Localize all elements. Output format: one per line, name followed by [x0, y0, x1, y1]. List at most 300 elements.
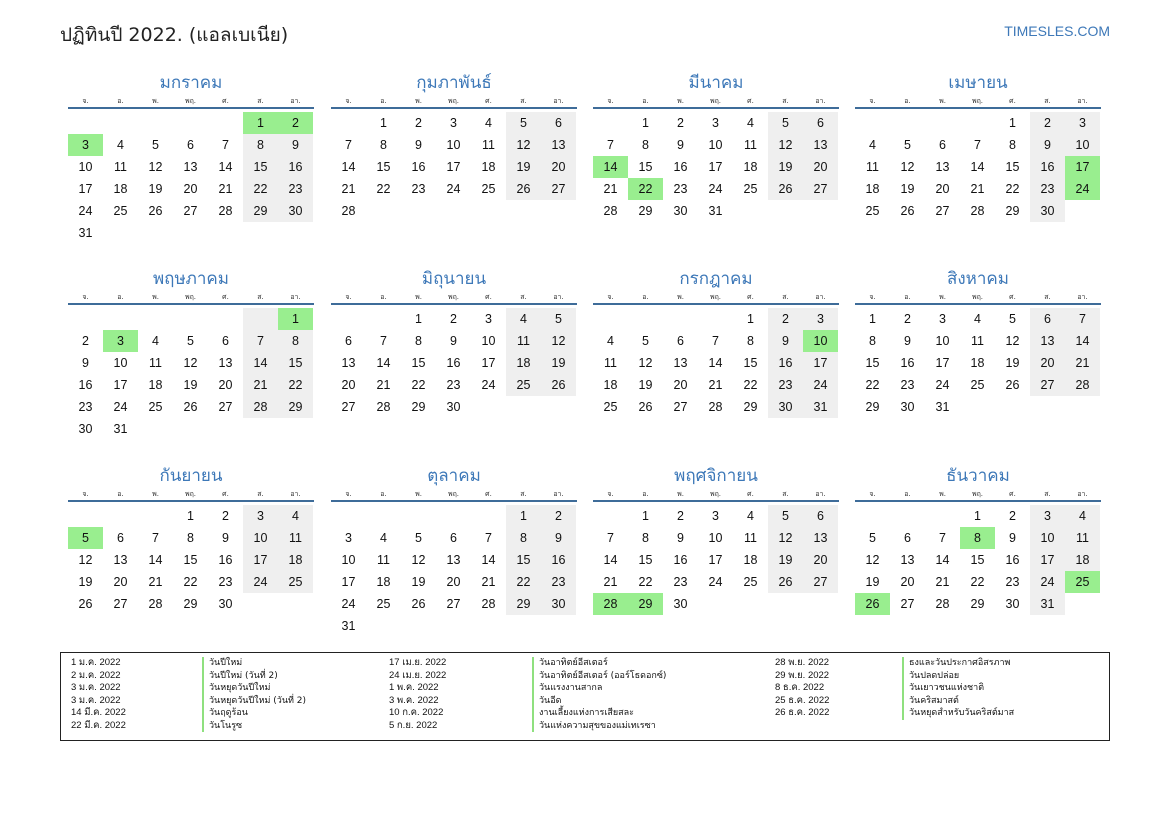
day-cell[interactable]: 25	[743, 575, 758, 589]
day-cell[interactable]: 21	[481, 575, 496, 589]
day-cell[interactable]: 27	[673, 400, 688, 414]
day-cell[interactable]: 25	[603, 400, 618, 414]
day-cell[interactable]: 24	[78, 204, 93, 218]
day-cell[interactable]: 7	[939, 531, 946, 545]
day-cell[interactable]: 25	[376, 597, 391, 611]
day-cell[interactable]: 6	[803, 505, 838, 527]
day-cell[interactable]: 14	[243, 352, 278, 374]
day-cell[interactable]: 22	[743, 378, 758, 392]
day-cell[interactable]: 7	[485, 531, 492, 545]
day-cell[interactable]: 14	[481, 553, 496, 567]
day-cell[interactable]: 19	[148, 182, 163, 196]
day-cell[interactable]: 6	[904, 531, 911, 545]
day-cell[interactable]: 15	[506, 549, 541, 571]
day-cell[interactable]: 4	[152, 334, 159, 348]
holiday-day-cell[interactable]: 17	[1065, 156, 1100, 178]
day-cell[interactable]: 8	[278, 330, 313, 352]
day-cell[interactable]: 13	[803, 527, 838, 549]
day-cell[interactable]: 17	[1030, 549, 1065, 571]
day-cell[interactable]: 22	[243, 178, 278, 200]
day-cell[interactable]: 15	[243, 156, 278, 178]
day-cell[interactable]: 10	[1030, 527, 1065, 549]
day-cell[interactable]: 14	[148, 553, 163, 567]
day-cell[interactable]: 23	[1030, 178, 1065, 200]
day-cell[interactable]: 22	[865, 378, 880, 392]
day-cell[interactable]: 2	[1030, 112, 1065, 134]
day-cell[interactable]: 24	[1030, 571, 1065, 593]
day-cell[interactable]: 14	[376, 356, 391, 370]
holiday-day-cell[interactable]: 24	[1065, 178, 1100, 200]
day-cell[interactable]: 11	[744, 138, 757, 152]
day-cell[interactable]: 18	[148, 378, 163, 392]
day-cell[interactable]: 15	[638, 553, 653, 567]
day-cell[interactable]: 9	[677, 531, 684, 545]
holiday-day-cell[interactable]: 29	[628, 593, 663, 615]
holiday-day-cell[interactable]: 26	[855, 593, 890, 615]
day-cell[interactable]: 25	[865, 204, 880, 218]
day-cell[interactable]: 22	[506, 571, 541, 593]
day-cell[interactable]: 7	[243, 330, 278, 352]
day-cell[interactable]: 27	[183, 204, 198, 218]
day-cell[interactable]: 15	[743, 356, 758, 370]
day-cell[interactable]: 3	[485, 312, 492, 326]
day-cell[interactable]: 16	[446, 356, 461, 370]
day-cell[interactable]: 4	[869, 138, 876, 152]
day-cell[interactable]: 31	[78, 226, 93, 240]
day-cell[interactable]: 23	[411, 182, 426, 196]
day-cell[interactable]: 3	[939, 312, 946, 326]
day-cell[interactable]: 17	[708, 160, 723, 174]
day-cell[interactable]: 30	[768, 396, 803, 418]
day-cell[interactable]: 25	[148, 400, 163, 414]
day-cell[interactable]: 14	[603, 553, 618, 567]
day-cell[interactable]: 12	[638, 356, 653, 370]
day-cell[interactable]: 18	[278, 549, 313, 571]
day-cell[interactable]: 6	[117, 531, 124, 545]
day-cell[interactable]: 16	[278, 156, 313, 178]
day-cell[interactable]: 16	[78, 378, 93, 392]
day-cell[interactable]: 3	[243, 505, 278, 527]
day-cell[interactable]: 30	[78, 422, 93, 436]
day-cell[interactable]: 27	[446, 597, 461, 611]
day-cell[interactable]: 3	[1065, 112, 1100, 134]
holiday-day-cell[interactable]: 22	[628, 178, 663, 200]
day-cell[interactable]: 26	[506, 178, 541, 200]
day-cell[interactable]: 11	[482, 138, 495, 152]
day-cell[interactable]: 29	[243, 200, 278, 222]
day-cell[interactable]: 27	[900, 597, 915, 611]
day-cell[interactable]: 31	[113, 422, 128, 436]
day-cell[interactable]: 5	[152, 138, 159, 152]
day-cell[interactable]: 18	[376, 575, 391, 589]
day-cell[interactable]: 18	[743, 553, 758, 567]
day-cell[interactable]: 28	[243, 396, 278, 418]
day-cell[interactable]: 31	[935, 400, 950, 414]
day-cell[interactable]: 8	[1009, 138, 1016, 152]
day-cell[interactable]: 18	[113, 182, 128, 196]
day-cell[interactable]: 26	[183, 400, 198, 414]
day-cell[interactable]: 15	[278, 352, 313, 374]
day-cell[interactable]: 9	[1030, 134, 1065, 156]
day-cell[interactable]: 10	[708, 138, 723, 152]
day-cell[interactable]: 21	[970, 182, 985, 196]
day-cell[interactable]: 13	[935, 160, 950, 174]
day-cell[interactable]: 15	[865, 356, 880, 370]
day-cell[interactable]: 30	[541, 593, 576, 615]
day-cell[interactable]: 11	[377, 553, 390, 567]
day-cell[interactable]: 11	[971, 334, 984, 348]
day-cell[interactable]: 6	[450, 531, 457, 545]
day-cell[interactable]: 17	[708, 553, 723, 567]
day-cell[interactable]: 7	[1065, 308, 1100, 330]
day-cell[interactable]: 3	[345, 531, 352, 545]
day-cell[interactable]: 4	[380, 531, 387, 545]
day-cell[interactable]: 20	[113, 575, 128, 589]
day-cell[interactable]: 3	[712, 116, 719, 130]
day-cell[interactable]: 30	[1005, 597, 1020, 611]
day-cell[interactable]: 31	[341, 619, 356, 633]
day-cell[interactable]: 29	[638, 204, 653, 218]
day-cell[interactable]: 1	[642, 116, 649, 130]
day-cell[interactable]: 20	[183, 182, 198, 196]
day-cell[interactable]: 20	[673, 378, 688, 392]
day-cell[interactable]: 9	[677, 138, 684, 152]
day-cell[interactable]: 8	[415, 334, 422, 348]
day-cell[interactable]: 21	[935, 575, 950, 589]
day-cell[interactable]: 6	[803, 112, 838, 134]
day-cell[interactable]: 7	[607, 531, 614, 545]
day-cell[interactable]: 23	[541, 571, 576, 593]
day-cell[interactable]: 28	[148, 597, 163, 611]
day-cell[interactable]: 1	[869, 312, 876, 326]
day-cell[interactable]: 7	[222, 138, 229, 152]
holiday-day-cell[interactable]: 3	[103, 330, 138, 352]
day-cell[interactable]: 21	[603, 575, 618, 589]
day-cell[interactable]: 1	[1009, 116, 1016, 130]
day-cell[interactable]: 15	[376, 160, 391, 174]
day-cell[interactable]: 10	[481, 334, 496, 348]
day-cell[interactable]: 30	[446, 400, 461, 414]
day-cell[interactable]: 9	[82, 356, 89, 370]
day-cell[interactable]: 8	[869, 334, 876, 348]
day-cell[interactable]: 6	[187, 138, 194, 152]
day-cell[interactable]: 23	[218, 575, 233, 589]
day-cell[interactable]: 7	[152, 531, 159, 545]
day-cell[interactable]: 13	[900, 553, 915, 567]
day-cell[interactable]: 26	[411, 597, 426, 611]
day-cell[interactable]: 16	[541, 549, 576, 571]
day-cell[interactable]: 28	[603, 204, 618, 218]
day-cell[interactable]: 17	[341, 575, 356, 589]
day-cell[interactable]: 29	[1005, 204, 1020, 218]
day-cell[interactable]: 9	[1009, 531, 1016, 545]
day-cell[interactable]: 12	[411, 553, 426, 567]
day-cell[interactable]: 11	[744, 531, 757, 545]
day-cell[interactable]: 4	[747, 509, 754, 523]
day-cell[interactable]: 23	[900, 378, 915, 392]
day-cell[interactable]: 12	[1005, 334, 1020, 348]
day-cell[interactable]: 13	[673, 356, 688, 370]
day-cell[interactable]: 1	[380, 116, 387, 130]
day-cell[interactable]: 17	[803, 352, 838, 374]
day-cell[interactable]: 9	[541, 527, 576, 549]
day-cell[interactable]: 5	[415, 531, 422, 545]
day-cell[interactable]: 10	[446, 138, 461, 152]
day-cell[interactable]: 24	[708, 182, 723, 196]
day-cell[interactable]: 18	[506, 352, 541, 374]
day-cell[interactable]: 8	[642, 138, 649, 152]
day-cell[interactable]: 17	[481, 356, 496, 370]
day-cell[interactable]: 14	[935, 553, 950, 567]
day-cell[interactable]: 12	[865, 553, 880, 567]
day-cell[interactable]: 12	[768, 134, 803, 156]
day-cell[interactable]: 19	[768, 549, 803, 571]
day-cell[interactable]: 29	[183, 597, 198, 611]
day-cell[interactable]: 30	[1030, 200, 1065, 222]
day-cell[interactable]: 13	[803, 134, 838, 156]
day-cell[interactable]: 9	[415, 138, 422, 152]
day-cell[interactable]: 25	[970, 378, 985, 392]
day-cell[interactable]: 18	[865, 182, 880, 196]
day-cell[interactable]: 24	[243, 571, 278, 593]
day-cell[interactable]: 9	[904, 334, 911, 348]
brand-link[interactable]: TIMESLES.COM	[1004, 23, 1110, 39]
day-cell[interactable]: 24	[446, 182, 461, 196]
day-cell[interactable]: 6	[939, 138, 946, 152]
day-cell[interactable]: 10	[243, 527, 278, 549]
day-cell[interactable]: 20	[341, 378, 356, 392]
day-cell[interactable]: 18	[603, 378, 618, 392]
day-cell[interactable]: 28	[970, 204, 985, 218]
day-cell[interactable]: 5	[768, 112, 803, 134]
day-cell[interactable]: 5	[768, 505, 803, 527]
day-cell[interactable]: 13	[446, 553, 461, 567]
day-cell[interactable]: 4	[117, 138, 124, 152]
day-cell[interactable]: 22	[638, 575, 653, 589]
day-cell[interactable]: 14	[218, 160, 233, 174]
day-cell[interactable]: 5	[506, 112, 541, 134]
day-cell[interactable]: 30	[278, 200, 313, 222]
day-cell[interactable]: 24	[708, 575, 723, 589]
day-cell[interactable]: 19	[638, 378, 653, 392]
day-cell[interactable]: 4	[607, 334, 614, 348]
day-cell[interactable]: 11	[1065, 527, 1100, 549]
day-cell[interactable]: 8	[642, 531, 649, 545]
day-cell[interactable]: 30	[218, 597, 233, 611]
day-cell[interactable]: 2	[768, 308, 803, 330]
day-cell[interactable]: 9	[222, 531, 229, 545]
day-cell[interactable]: 2	[677, 116, 684, 130]
day-cell[interactable]: 27	[218, 400, 233, 414]
day-cell[interactable]: 6	[345, 334, 352, 348]
day-cell[interactable]: 27	[935, 204, 950, 218]
day-cell[interactable]: 18	[970, 356, 985, 370]
day-cell[interactable]: 16	[673, 553, 688, 567]
day-cell[interactable]: 27	[803, 178, 838, 200]
day-cell[interactable]: 9	[768, 330, 803, 352]
holiday-day-cell[interactable]: 10	[803, 330, 838, 352]
day-cell[interactable]: 13	[218, 356, 233, 370]
day-cell[interactable]: 22	[411, 378, 426, 392]
day-cell[interactable]: 20	[218, 378, 233, 392]
day-cell[interactable]: 28	[708, 400, 723, 414]
holiday-day-cell[interactable]: 25	[1065, 571, 1100, 593]
day-cell[interactable]: 8	[380, 138, 387, 152]
day-cell[interactable]: 26	[768, 571, 803, 593]
day-cell[interactable]: 11	[506, 330, 541, 352]
day-cell[interactable]: 29	[865, 400, 880, 414]
day-cell[interactable]: 9	[450, 334, 457, 348]
day-cell[interactable]: 31	[803, 396, 838, 418]
day-cell[interactable]: 26	[148, 204, 163, 218]
day-cell[interactable]: 3	[450, 116, 457, 130]
day-cell[interactable]: 7	[974, 138, 981, 152]
day-cell[interactable]: 10	[708, 531, 723, 545]
day-cell[interactable]: 31	[1030, 593, 1065, 615]
day-cell[interactable]: 27	[1030, 374, 1065, 396]
day-cell[interactable]: 28	[935, 597, 950, 611]
day-cell[interactable]: 26	[638, 400, 653, 414]
day-cell[interactable]: 25	[743, 182, 758, 196]
day-cell[interactable]: 14	[970, 160, 985, 174]
day-cell[interactable]: 31	[708, 204, 723, 218]
day-cell[interactable]: 11	[278, 527, 313, 549]
day-cell[interactable]: 5	[869, 531, 876, 545]
day-cell[interactable]: 4	[485, 116, 492, 130]
day-cell[interactable]: 17	[78, 182, 93, 196]
day-cell[interactable]: 6	[677, 334, 684, 348]
day-cell[interactable]: 4	[506, 308, 541, 330]
day-cell[interactable]: 4	[974, 312, 981, 326]
holiday-day-cell[interactable]: 8	[960, 527, 995, 549]
day-cell[interactable]: 28	[341, 204, 356, 218]
day-cell[interactable]: 8	[506, 527, 541, 549]
day-cell[interactable]: 27	[803, 571, 838, 593]
day-cell[interactable]: 16	[768, 352, 803, 374]
day-cell[interactable]: 19	[541, 352, 576, 374]
day-cell[interactable]: 28	[481, 597, 496, 611]
day-cell[interactable]: 12	[900, 160, 915, 174]
day-cell[interactable]: 24	[481, 378, 496, 392]
day-cell[interactable]: 19	[78, 575, 93, 589]
day-cell[interactable]: 21	[1065, 352, 1100, 374]
day-cell[interactable]: 27	[541, 178, 576, 200]
day-cell[interactable]: 20	[900, 575, 915, 589]
day-cell[interactable]: 7	[345, 138, 352, 152]
day-cell[interactable]: 26	[768, 178, 803, 200]
day-cell[interactable]: 30	[673, 597, 688, 611]
day-cell[interactable]: 21	[148, 575, 163, 589]
day-cell[interactable]: 17	[113, 378, 128, 392]
day-cell[interactable]: 2	[904, 312, 911, 326]
day-cell[interactable]: 18	[481, 160, 496, 174]
day-cell[interactable]: 26	[900, 204, 915, 218]
day-cell[interactable]: 13	[341, 356, 356, 370]
day-cell[interactable]: 17	[446, 160, 461, 174]
day-cell[interactable]: 16	[411, 160, 426, 174]
day-cell[interactable]: 3	[1030, 505, 1065, 527]
holiday-day-cell[interactable]: 28	[593, 593, 628, 615]
holiday-day-cell[interactable]: 5	[68, 527, 103, 549]
day-cell[interactable]: 14	[708, 356, 723, 370]
day-cell[interactable]: 11	[114, 160, 127, 174]
day-cell[interactable]: 3	[712, 509, 719, 523]
day-cell[interactable]: 12	[541, 330, 576, 352]
day-cell[interactable]: 20	[935, 182, 950, 196]
day-cell[interactable]: 2	[82, 334, 89, 348]
day-cell[interactable]: 7	[712, 334, 719, 348]
holiday-day-cell[interactable]: 1	[243, 112, 278, 134]
day-cell[interactable]: 29	[411, 400, 426, 414]
day-cell[interactable]: 19	[1005, 356, 1020, 370]
day-cell[interactable]: 8	[187, 531, 194, 545]
day-cell[interactable]: 16	[673, 160, 688, 174]
day-cell[interactable]: 20	[446, 575, 461, 589]
day-cell[interactable]: 15	[411, 356, 426, 370]
day-cell[interactable]: 20	[803, 549, 838, 571]
day-cell[interactable]: 2	[222, 509, 229, 523]
day-cell[interactable]: 2	[677, 509, 684, 523]
day-cell[interactable]: 22	[1005, 182, 1020, 196]
day-cell[interactable]: 3	[803, 308, 838, 330]
day-cell[interactable]: 7	[607, 138, 614, 152]
day-cell[interactable]: 5	[1009, 312, 1016, 326]
day-cell[interactable]: 9	[278, 134, 313, 156]
day-cell[interactable]: 1	[642, 509, 649, 523]
day-cell[interactable]: 26	[1005, 378, 1020, 392]
holiday-day-cell[interactable]: 14	[593, 156, 628, 178]
holiday-day-cell[interactable]: 3	[68, 134, 103, 156]
day-cell[interactable]: 22	[970, 575, 985, 589]
day-cell[interactable]: 12	[768, 527, 803, 549]
day-cell[interactable]: 21	[218, 182, 233, 196]
day-cell[interactable]: 12	[78, 553, 93, 567]
day-cell[interactable]: 28	[1065, 374, 1100, 396]
day-cell[interactable]: 16	[900, 356, 915, 370]
day-cell[interactable]: 24	[113, 400, 128, 414]
day-cell[interactable]: 13	[541, 134, 576, 156]
day-cell[interactable]: 19	[506, 156, 541, 178]
day-cell[interactable]: 1	[974, 509, 981, 523]
day-cell[interactable]: 5	[541, 308, 576, 330]
day-cell[interactable]: 23	[278, 178, 313, 200]
day-cell[interactable]: 20	[803, 156, 838, 178]
day-cell[interactable]: 18	[1065, 549, 1100, 571]
day-cell[interactable]: 30	[673, 204, 688, 218]
day-cell[interactable]: 28	[218, 204, 233, 218]
day-cell[interactable]: 23	[768, 374, 803, 396]
day-cell[interactable]: 10	[1065, 134, 1100, 156]
day-cell[interactable]: 15	[970, 553, 985, 567]
day-cell[interactable]: 23	[446, 378, 461, 392]
day-cell[interactable]: 12	[183, 356, 198, 370]
day-cell[interactable]: 20	[1030, 352, 1065, 374]
day-cell[interactable]: 22	[183, 575, 198, 589]
day-cell[interactable]: 22	[376, 182, 391, 196]
day-cell[interactable]: 26	[78, 597, 93, 611]
day-cell[interactable]: 16	[1005, 553, 1020, 567]
day-cell[interactable]: 24	[803, 374, 838, 396]
day-cell[interactable]: 14	[1065, 330, 1100, 352]
day-cell[interactable]: 23	[1005, 575, 1020, 589]
day-cell[interactable]: 5	[642, 334, 649, 348]
holiday-day-cell[interactable]: 1	[278, 308, 313, 330]
day-cell[interactable]: 15	[638, 160, 653, 174]
day-cell[interactable]: 29	[743, 400, 758, 414]
day-cell[interactable]: 4	[747, 116, 754, 130]
day-cell[interactable]: 2	[541, 505, 576, 527]
day-cell[interactable]: 6	[222, 334, 229, 348]
